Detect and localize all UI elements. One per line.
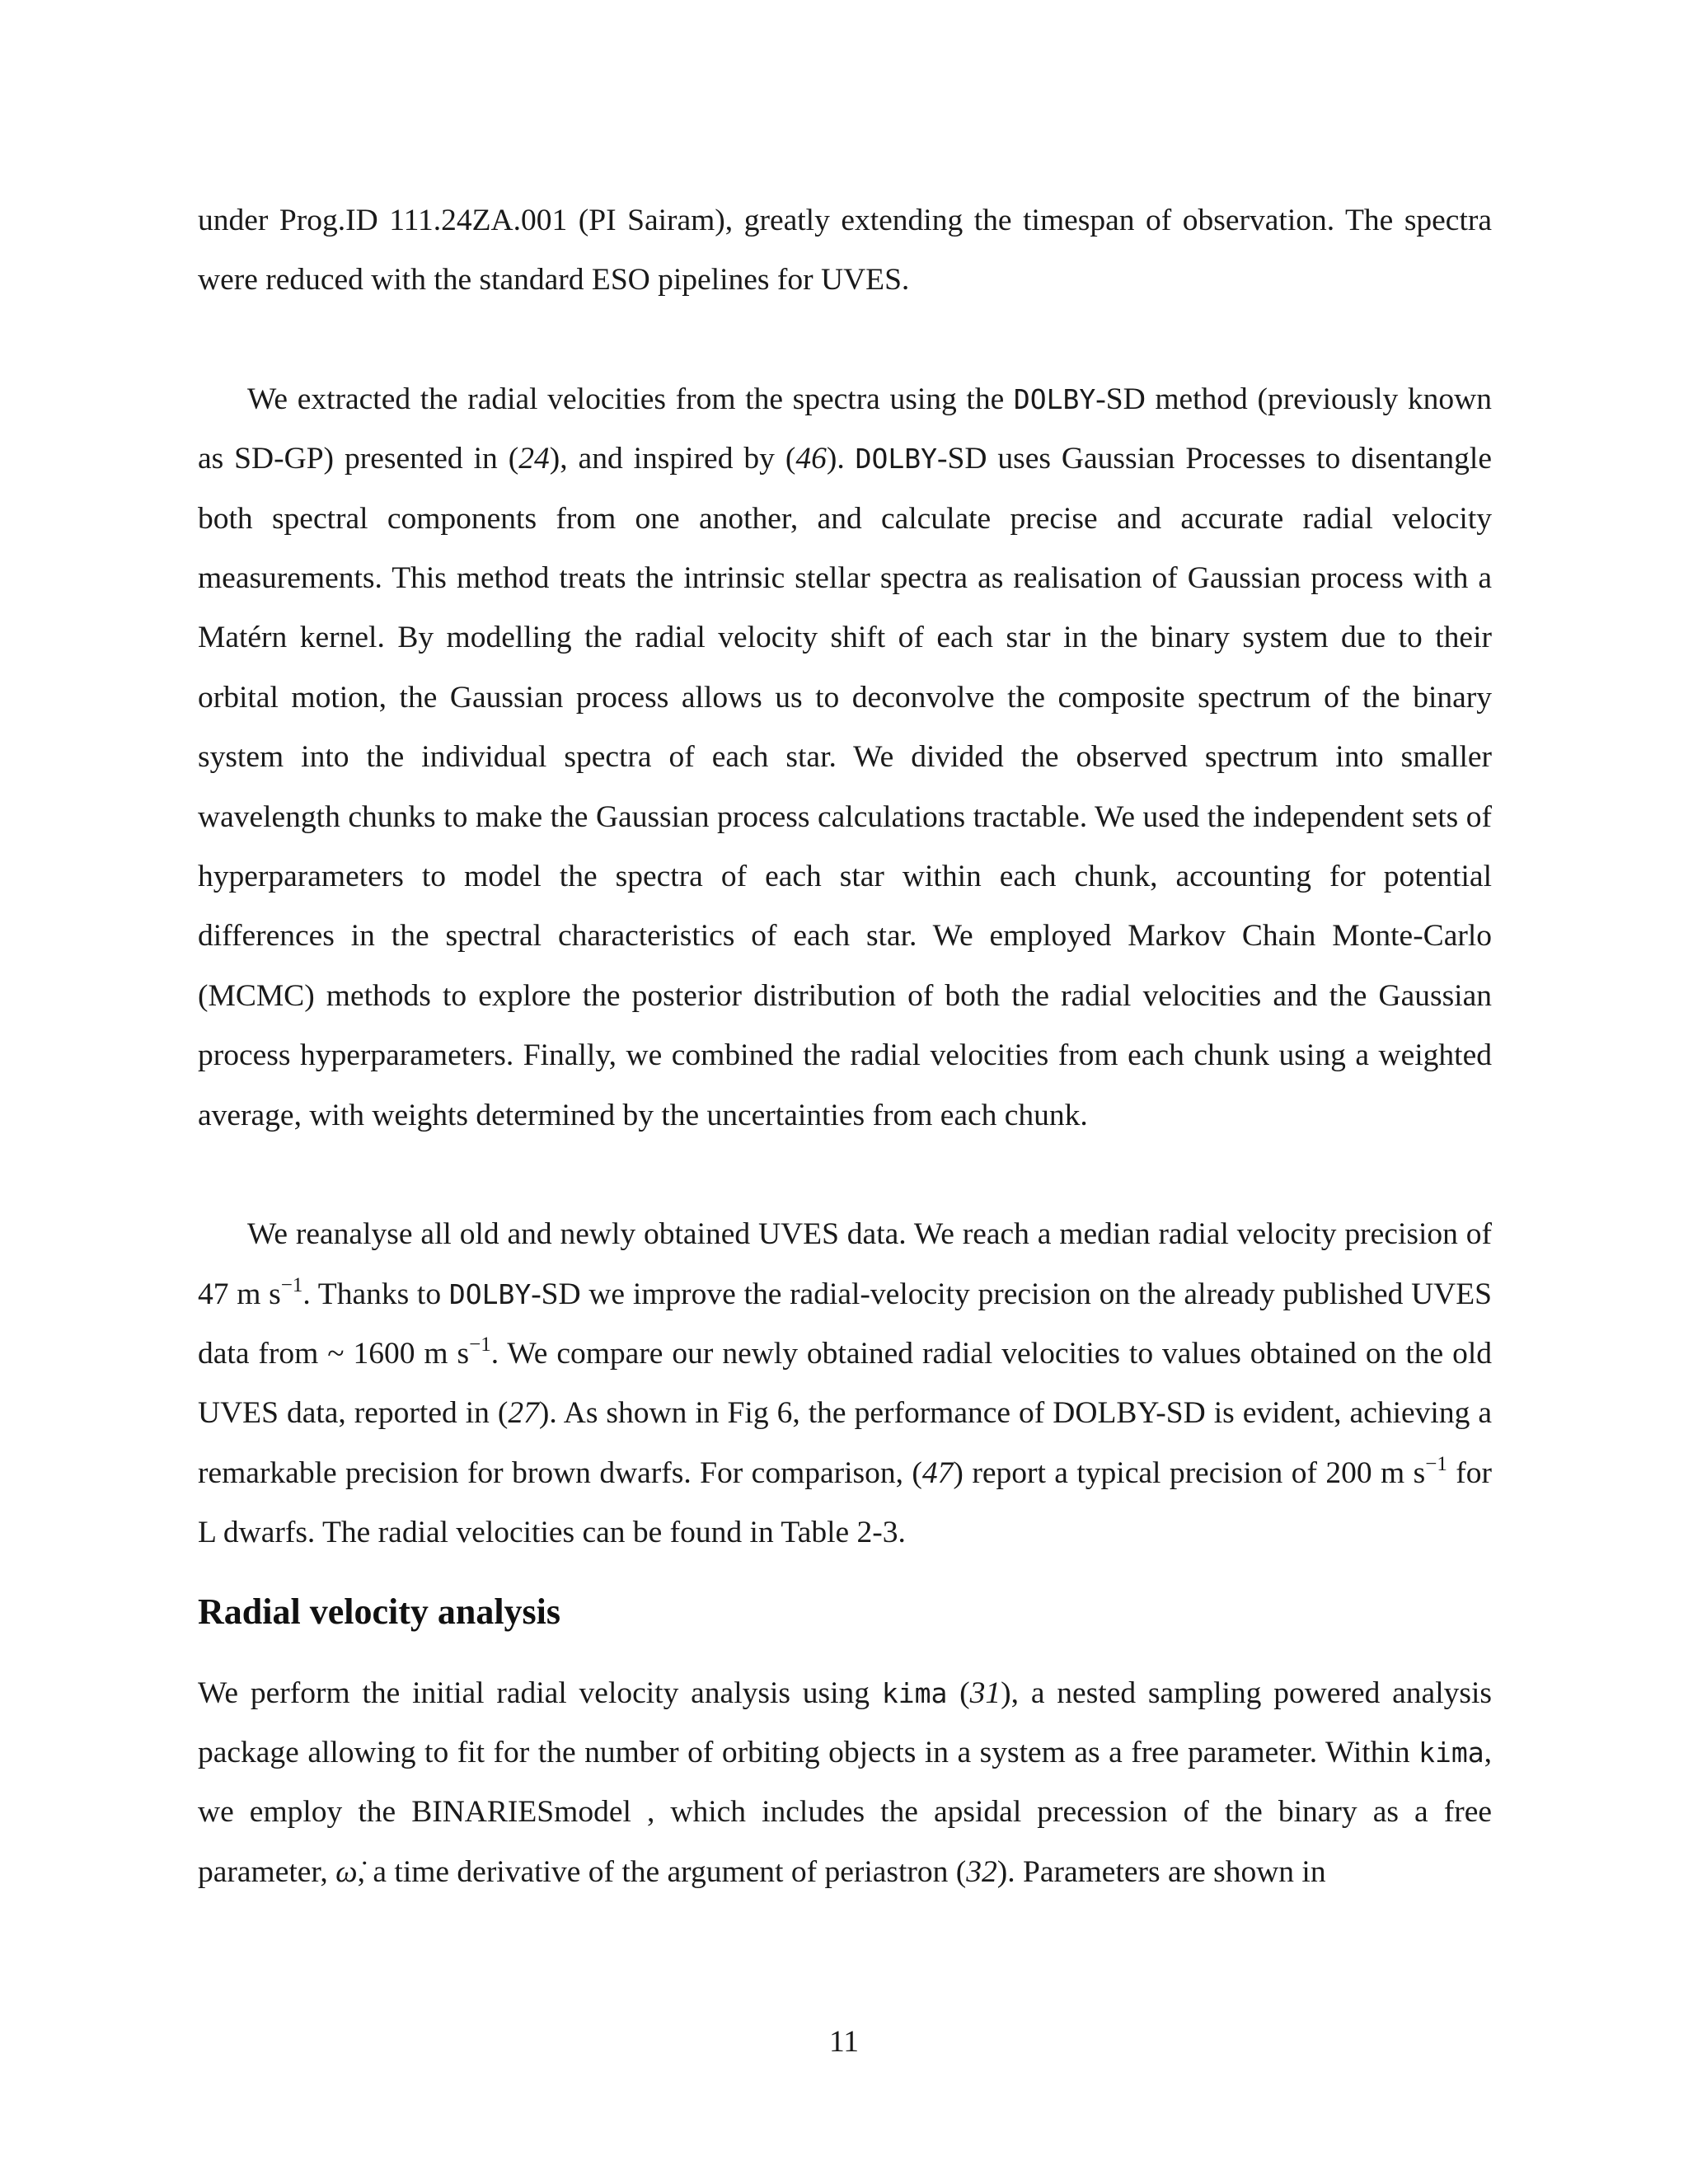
page-body — [198, 191, 1492, 1902]
code-term: kima — [1418, 1736, 1484, 1769]
superscript: −1 — [469, 1333, 491, 1356]
text: ), a nested sampling powered analysis package allowing to fit for the number of orbiting objects in a system as a free parameter. Within — [198, 1675, 1492, 1769]
text: . Thanks to — [302, 1277, 449, 1311]
citation-ref: 31 — [969, 1675, 1001, 1710]
code-term: DOLBY — [855, 443, 937, 476]
paragraph-gap — [198, 311, 1492, 370]
paragraph-3 — [198, 1205, 1492, 1563]
text: ). As shown in Fig 6, the performance of DOLBY-SD is evident, achieving a remarkable precision for brown dwarfs. For comparison, ( — [198, 1396, 1492, 1490]
text: ). — [826, 442, 856, 476]
text: We extracted the radial velocities from the spectra using the — [247, 382, 1014, 416]
text: We perform the initial radial velocity analysis using — [198, 1675, 882, 1710]
citation-ref: 27 — [508, 1396, 539, 1431]
paragraph-1 — [198, 191, 1492, 311]
citation-ref: 47 — [921, 1455, 954, 1490]
code-term: DOLBY — [448, 1277, 532, 1310]
text: , a time derivative of the argument of periastron ( — [357, 1854, 967, 1889]
text: -SD we improve the radial-velocity precision on the already published UVES data from ~ 1600 m s — [198, 1277, 1493, 1371]
text: , we employ the BINARIESmodel , which includes the apsidal precession of the binary as a free parameter, — [198, 1735, 1492, 1889]
superscript: −1 — [1425, 1452, 1447, 1475]
text: -SD uses Gaussian Processes to disentangle both spectral components from one another, and calculate precise and accurate radial velocity measurements. This method treats the intrinsic stellar spectra as realisation of Gaussian process with a Matérn kernel. By modelling the radial velocity shift of each star in the binary system due to their orbital motion, the Gaussian process allows us to deconvolve the composite spectrum of the binary system into the individual spectra of each star. We divided the observed spectrum into smaller wavelength chunks to make the Gaussian process calculations tractable. We used the independent sets of hyperparameters to model the spectra of each star within each chunk, accounting for potential differences in the spectral characteristics of each star. We employed Markov Chain Monte-Carlo (MCMC) methods to explore the posterior distribution of both the radial velocities and the Gaussian process hyperparameters. Finally, we combined the radial velocities from each chunk using a weighted average, with weights determined by the uncertainties from each chunk. — [198, 442, 1492, 1132]
paragraph-4 — [198, 1664, 1492, 1903]
text: for L dwarfs. The radial velocities can be found in Table 2-3. — [198, 1455, 1492, 1550]
math-symbol: ω̇ — [335, 1854, 358, 1889]
heading-gap — [198, 1633, 1492, 1664]
text: ) report a typical precision of 200 m s — [953, 1455, 1426, 1490]
text: . We compare our newly obtained radial velocities to values obtained on the old UVES data, reported in ( — [198, 1336, 1492, 1431]
text: ). Parameters are shown in — [996, 1854, 1326, 1889]
citation-ref: 24 — [518, 442, 550, 476]
page-number: 11 — [828, 2025, 860, 2059]
text: under Prog.ID 111.24ZA.001 (PI Sairam), greatly extending the timespan of observation. The spectra were reduced with the standard ESO pipelines for UVES. — [198, 204, 1492, 298]
heading-gap — [198, 1563, 1492, 1591]
text: We reanalyse all old and newly obtained UVES data. We reach a median radial velocity precision of 47 m s — [198, 1217, 1492, 1311]
paragraph-gap — [198, 1146, 1492, 1205]
code-term: kima — [881, 1676, 948, 1709]
text: -SD method (previously known as SD-GP) presented in ( — [198, 382, 1493, 476]
citation-ref: 32 — [966, 1854, 997, 1889]
text: ( — [947, 1675, 970, 1710]
section-heading: Radial velocity analysis — [198, 1591, 561, 1632]
citation-ref: 46 — [795, 442, 827, 476]
text: ), and inspired by ( — [549, 442, 796, 476]
paragraph-2 — [198, 370, 1492, 1146]
superscript: −1 — [280, 1273, 303, 1296]
code-term: DOLBY — [1013, 382, 1096, 415]
